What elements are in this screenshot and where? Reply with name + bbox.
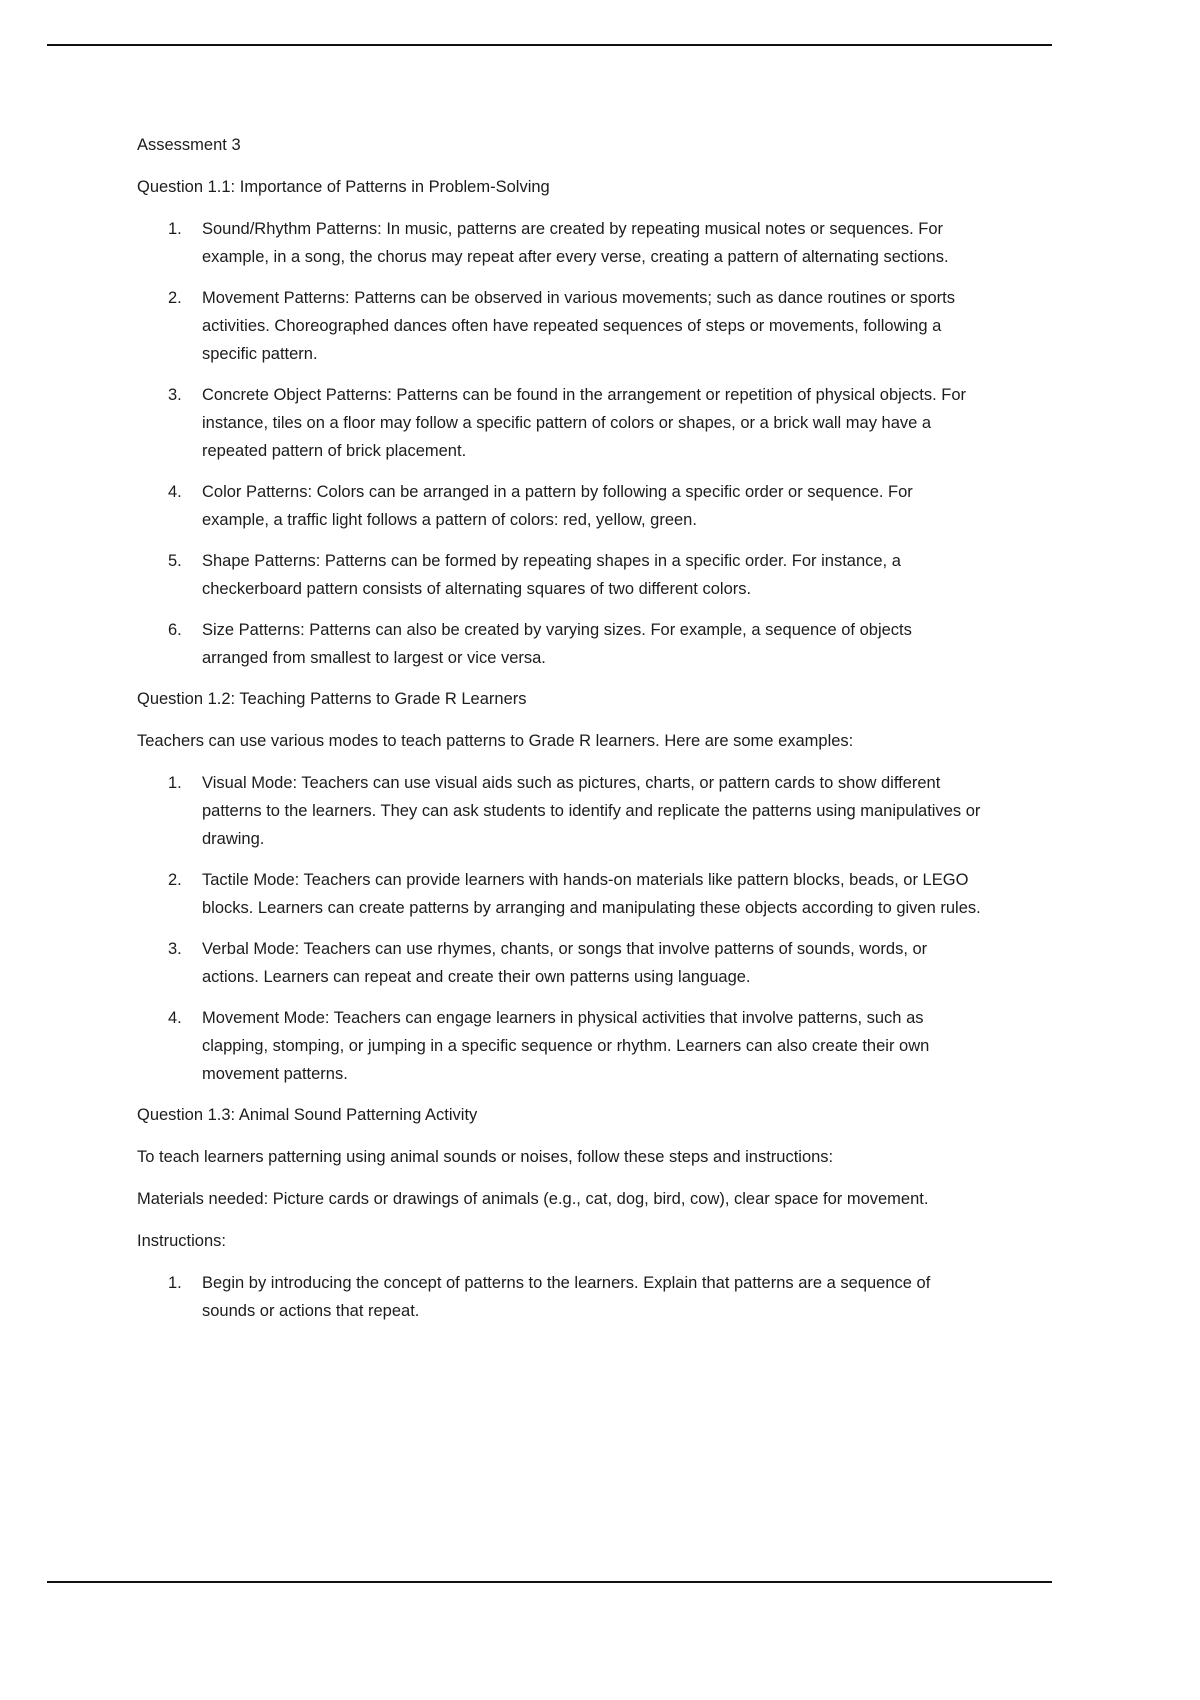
materials-paragraph: Materials needed: Picture cards or drawings of animals (e.g., cat, dog, bird, cow), clear space for movement. <box>137 1190 929 1208</box>
list-item <box>168 478 982 534</box>
list-item-text: Size Patterns: Patterns can also be created by varying sizes. For example, a sequence of objects arranged from smallest to largest or vice versa. <box>202 621 912 667</box>
list-item-text: Shape Patterns: Patterns can be formed by repeating shapes in a specific order. For instance, a checkerboard pattern consists of alternating squares of two different colors. <box>202 552 901 598</box>
section-heading-q1-2: Question 1.2: Teaching Patterns to Grade R Learners <box>137 690 527 708</box>
numbered-list-q1-3 <box>137 1269 982 1325</box>
numbered-list-q1-2 <box>137 769 982 1088</box>
list-item-text: Begin by introducing the concept of patterns to the learners. Explain that patterns are a sequence of sounds or actions that repeat. <box>202 1274 931 1320</box>
list-item-text: Tactile Mode: Teachers can provide learners with hands-on materials like pattern blocks, beads, or LEGO blocks. Learners can create patterns by arranging and manipulating these objects according to given rules. <box>202 871 981 917</box>
intro-paragraph-q1-2: Teachers can use various modes to teach patterns to Grade R learners. Here are some examples: <box>137 732 854 750</box>
list-item-number: 1. <box>168 1274 182 1292</box>
list-item <box>168 769 982 853</box>
section-heading-q1-1: Question 1.1: Importance of Patterns in Problem-Solving <box>137 178 550 196</box>
list-item-text: Movement Mode: Teachers can engage learners in physical activities that involve patterns, such as clapping, stomping, or jumping in a specific sequence or rhythm. Learners can also create their own movement patterns. <box>202 1009 930 1083</box>
list-item-number: 4. <box>168 1009 182 1027</box>
document-title: Assessment 3 <box>137 136 241 154</box>
list-item-text: Movement Patterns: Patterns can be observed in various movements; such as dance routines or sports activities. Choreographed dances often have repeated sequences of steps or movements, following a specific pattern. <box>202 289 955 363</box>
list-item-text: Color Patterns: Colors can be arranged in a pattern by following a specific order or sequence. For example, a traffic light follows a pattern of colors: red, yellow, green. <box>202 483 913 529</box>
list-item-text: Concrete Object Patterns: Patterns can be found in the arrangement or repetition of physical objects. For instance, tiles on a floor may follow a specific pattern of colors or shapes, or a brick wall may have a repeated pattern of brick placement. <box>202 386 966 460</box>
list-item-text: Sound/Rhythm Patterns: In music, patterns are created by repeating musical notes or sequences. For example, in a song, the chorus may repeat after every verse, creating a pattern of alternating sections. <box>202 220 949 266</box>
list-item-number: 4. <box>168 483 182 501</box>
document-content <box>137 131 982 1338</box>
list-item <box>168 1269 982 1325</box>
list-item-number: 1. <box>168 774 182 792</box>
numbered-list-q1-1 <box>137 215 982 672</box>
list-item-number: 3. <box>168 940 182 958</box>
top-horizontal-rule <box>47 44 1052 46</box>
list-item <box>168 935 982 991</box>
list-item <box>168 381 982 465</box>
list-item-text: Verbal Mode: Teachers can use rhymes, chants, or songs that involve patterns of sounds, words, or actions. Learners can repeat and create their own patterns using language. <box>202 940 928 986</box>
list-item <box>168 284 982 368</box>
list-item <box>168 616 982 672</box>
list-item <box>168 547 982 603</box>
list-item-number: 5. <box>168 552 182 570</box>
list-item <box>168 866 982 922</box>
list-item-number: 1. <box>168 220 182 238</box>
list-item-text: Visual Mode: Teachers can use visual aids such as pictures, charts, or pattern cards to show different patterns to the learners. They can ask students to identify and replicate the patterns using manipulatives or drawing. <box>202 774 981 848</box>
list-item-number: 6. <box>168 621 182 639</box>
list-item-number: 2. <box>168 871 182 889</box>
list-item-number: 3. <box>168 386 182 404</box>
section-heading-q1-3: Question 1.3: Animal Sound Patterning Activity <box>137 1106 478 1124</box>
list-item-number: 2. <box>168 289 182 307</box>
bottom-horizontal-rule <box>47 1581 1052 1583</box>
list-item <box>168 1004 982 1088</box>
intro-paragraph-q1-3: To teach learners patterning using animal sounds or noises, follow these steps and instructions: <box>137 1148 834 1166</box>
instructions-label: Instructions: <box>137 1232 226 1250</box>
list-item <box>168 215 982 271</box>
